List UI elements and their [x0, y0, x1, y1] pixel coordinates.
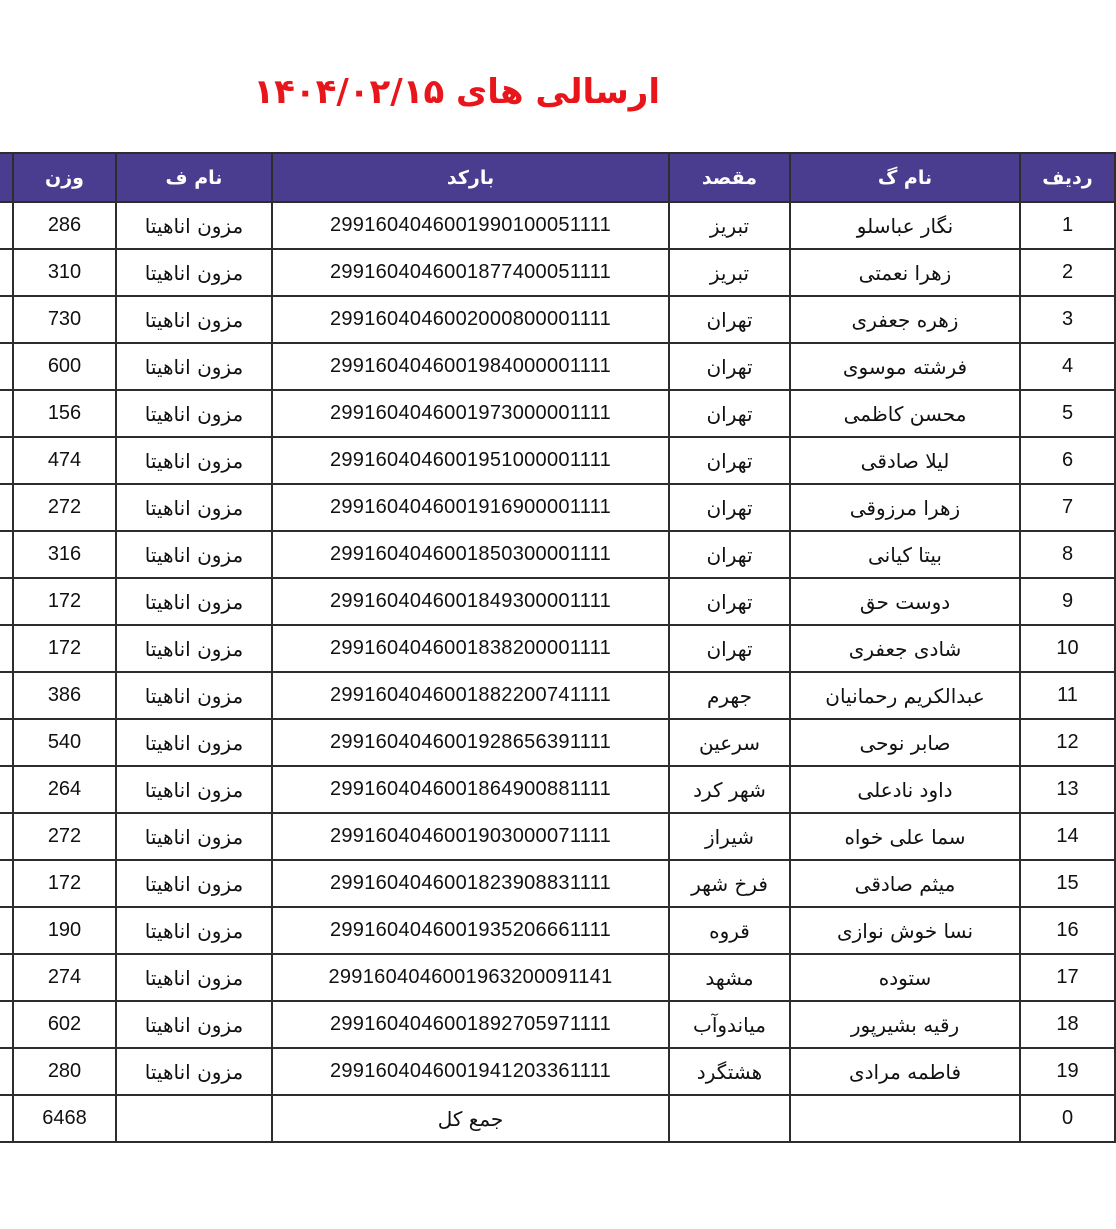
- cell-destination: شهر کرد: [669, 766, 790, 813]
- header-destination: مقصد: [669, 153, 790, 202]
- cell-receiver: میثم صادقی: [790, 860, 1020, 907]
- cell-row-number: 19: [1020, 1048, 1115, 1095]
- cell-weight: 172: [13, 578, 116, 625]
- table-row: [0, 860, 1115, 907]
- cell-row-number: 8: [1020, 531, 1115, 578]
- cell-sender: مزون اناهیتا: [116, 860, 272, 907]
- total-row: [0, 1095, 1115, 1142]
- cell-barcode: 2991604046001903000071111: [272, 813, 669, 860]
- cell-extra: [0, 719, 13, 766]
- cell-row-number: 18: [1020, 1001, 1115, 1048]
- table-row: [0, 1048, 1115, 1095]
- cell-destination: مشهد: [669, 954, 790, 1001]
- cell-row-number: 4: [1020, 343, 1115, 390]
- cell-destination: تهران: [669, 484, 790, 531]
- table-row: [0, 625, 1115, 672]
- cell-receiver: بیتا کیانی: [790, 531, 1020, 578]
- cell-sender: مزون اناهیتا: [116, 437, 272, 484]
- cell-extra: [0, 390, 13, 437]
- table-row: [0, 343, 1115, 390]
- cell-barcode: 2991604046001951000001111: [272, 437, 669, 484]
- cell-extra: [0, 202, 13, 249]
- cell-sender: مزون اناهیتا: [116, 390, 272, 437]
- cell-sender: مزون اناهیتا: [116, 484, 272, 531]
- cell-barcode: 2991604046001935206661111: [272, 907, 669, 954]
- table-row: [0, 719, 1115, 766]
- table-row: [0, 437, 1115, 484]
- cell-barcode: 2991604046001928656391111: [272, 719, 669, 766]
- cell-row-number: 17: [1020, 954, 1115, 1001]
- cell-sender: مزون اناهیتا: [116, 249, 272, 296]
- cell-barcode: 2991604046001882200741111: [272, 672, 669, 719]
- cell-barcode: 2991604046001864900881111: [272, 766, 669, 813]
- cell-destination: تهران: [669, 625, 790, 672]
- header-receiver: نام گ: [790, 153, 1020, 202]
- table-row: [0, 907, 1115, 954]
- cell-weight: 730: [13, 296, 116, 343]
- cell-destination: تهران: [669, 531, 790, 578]
- cell-row-number: 9: [1020, 578, 1115, 625]
- cell-sender: مزون اناهیتا: [116, 1048, 272, 1095]
- cell-row-number: 5: [1020, 390, 1115, 437]
- cell-receiver: زهره جعفری: [790, 296, 1020, 343]
- cell-barcode: 2991604046002000800001111: [272, 296, 669, 343]
- table-row: [0, 954, 1115, 1001]
- cell-row-number: 3: [1020, 296, 1115, 343]
- cell-destination: تبریز: [669, 249, 790, 296]
- cell-destination: تهران: [669, 437, 790, 484]
- cell-weight: 474: [13, 437, 116, 484]
- total-label: جمع کل: [272, 1095, 669, 1142]
- table-row: [0, 202, 1115, 249]
- cell-receiver: نسا خوش نوازی: [790, 907, 1020, 954]
- cell-receiver: محسن کاظمی: [790, 390, 1020, 437]
- cell-destination: تهران: [669, 390, 790, 437]
- header-sender: نام ف: [116, 153, 272, 202]
- cell-sender: مزون اناهیتا: [116, 907, 272, 954]
- cell-row-number: 6: [1020, 437, 1115, 484]
- cell-weight: 264: [13, 766, 116, 813]
- cell-destination: جهرم: [669, 672, 790, 719]
- cell-receiver: صابر نوحی: [790, 719, 1020, 766]
- cell-extra: [0, 813, 13, 860]
- cell-weight: 280: [13, 1048, 116, 1095]
- cell-barcode: 2991604046001973000001111: [272, 390, 669, 437]
- cell-barcode: 2991604046001984000001111: [272, 343, 669, 390]
- page-title: ارسالی های ۱۴۰۴/۰۲/۱۵: [253, 72, 660, 112]
- cell-extra: [0, 907, 13, 954]
- cell-barcode: 2991604046001990100051111: [272, 202, 669, 249]
- cell-receiver: زهرا مرزوقی: [790, 484, 1020, 531]
- table-row: [0, 672, 1115, 719]
- cell-receiver: داود نادعلی: [790, 766, 1020, 813]
- table-row: [0, 766, 1115, 813]
- cell-destination: فرخ شهر: [669, 860, 790, 907]
- cell-sender: مزون اناهیتا: [116, 343, 272, 390]
- cell-receiver: نگار عباسلو: [790, 202, 1020, 249]
- cell-receiver: ستوده: [790, 954, 1020, 1001]
- cell-extra: [0, 860, 13, 907]
- cell-weight: 156: [13, 390, 116, 437]
- table-row: [0, 249, 1115, 296]
- cell-row-number: 1: [1020, 202, 1115, 249]
- cell-row-number: 7: [1020, 484, 1115, 531]
- cell-weight: 540: [13, 719, 116, 766]
- cell-weight: 272: [13, 813, 116, 860]
- cell-destination: سرعین: [669, 719, 790, 766]
- cell-extra: [0, 766, 13, 813]
- total-receiver-empty: [790, 1095, 1020, 1142]
- cell-receiver: شادی جعفری: [790, 625, 1020, 672]
- cell-receiver: لیلا صادقی: [790, 437, 1020, 484]
- table-header-row: [0, 153, 1115, 202]
- total-sender-empty: [116, 1095, 272, 1142]
- header-extra: [0, 153, 13, 202]
- cell-extra: [0, 484, 13, 531]
- cell-row-number: 15: [1020, 860, 1115, 907]
- cell-weight: 172: [13, 625, 116, 672]
- cell-weight: 272: [13, 484, 116, 531]
- total-extra: [0, 1095, 13, 1142]
- total-weight: 6468: [13, 1095, 116, 1142]
- table-row: [0, 531, 1115, 578]
- cell-sender: مزون اناهیتا: [116, 1001, 272, 1048]
- cell-sender: مزون اناهیتا: [116, 766, 272, 813]
- cell-sender: مزون اناهیتا: [116, 531, 272, 578]
- header-row: ردیف: [1020, 153, 1115, 202]
- cell-weight: 386: [13, 672, 116, 719]
- cell-receiver: سما علی خواه: [790, 813, 1020, 860]
- table-row: [0, 390, 1115, 437]
- cell-destination: تبریز: [669, 202, 790, 249]
- cell-extra: [0, 1001, 13, 1048]
- cell-sender: مزون اناهیتا: [116, 625, 272, 672]
- cell-weight: 274: [13, 954, 116, 1001]
- cell-destination: تهران: [669, 343, 790, 390]
- cell-row-number: 2: [1020, 249, 1115, 296]
- cell-extra: [0, 625, 13, 672]
- cell-weight: 600: [13, 343, 116, 390]
- cell-barcode: 2991604046001941203361111: [272, 1048, 669, 1095]
- cell-weight: 172: [13, 860, 116, 907]
- cell-extra: [0, 531, 13, 578]
- cell-extra: [0, 1048, 13, 1095]
- cell-extra: [0, 249, 13, 296]
- table-row: [0, 813, 1115, 860]
- cell-barcode: 2991604046001823908831111: [272, 860, 669, 907]
- cell-extra: [0, 437, 13, 484]
- cell-weight: 310: [13, 249, 116, 296]
- cell-barcode: 2991604046001838200001111: [272, 625, 669, 672]
- cell-destination: تهران: [669, 296, 790, 343]
- cell-row-number: 12: [1020, 719, 1115, 766]
- cell-sender: مزون اناهیتا: [116, 813, 272, 860]
- total-destination-empty: [669, 1095, 790, 1142]
- table-row: [0, 484, 1115, 531]
- cell-extra: [0, 296, 13, 343]
- cell-weight: 286: [13, 202, 116, 249]
- cell-extra: [0, 672, 13, 719]
- cell-barcode: 2991604046001916900001111: [272, 484, 669, 531]
- cell-receiver: زهرا نعمتی: [790, 249, 1020, 296]
- cell-destination: تهران: [669, 578, 790, 625]
- cell-destination: میاندوآب: [669, 1001, 790, 1048]
- cell-row-number: 14: [1020, 813, 1115, 860]
- cell-receiver: فرشته موسوی: [790, 343, 1020, 390]
- cell-barcode: 2991604046001892705971111: [272, 1001, 669, 1048]
- cell-extra: [0, 578, 13, 625]
- cell-row-number: 16: [1020, 907, 1115, 954]
- table-row: [0, 296, 1115, 343]
- cell-sender: مزون اناهیتا: [116, 578, 272, 625]
- header-barcode: بارکد: [272, 153, 669, 202]
- table-row: [0, 1001, 1115, 1048]
- cell-destination: قروه: [669, 907, 790, 954]
- cell-receiver: رقیه بشیرپور: [790, 1001, 1020, 1048]
- cell-sender: مزون اناهیتا: [116, 672, 272, 719]
- cell-row-number: 10: [1020, 625, 1115, 672]
- cell-weight: 602: [13, 1001, 116, 1048]
- cell-barcode: 2991604046001849300001111: [272, 578, 669, 625]
- cell-destination: هشتگرد: [669, 1048, 790, 1095]
- cell-row-number: 11: [1020, 672, 1115, 719]
- cell-barcode: 2991604046001963200091141: [272, 954, 669, 1001]
- header-weight: وزن: [13, 153, 116, 202]
- cell-sender: مزون اناهیتا: [116, 296, 272, 343]
- cell-barcode: 2991604046001850300001111: [272, 531, 669, 578]
- cell-weight: 190: [13, 907, 116, 954]
- cell-sender: مزون اناهیتا: [116, 954, 272, 1001]
- cell-extra: [0, 343, 13, 390]
- cell-receiver: فاطمه مرادی: [790, 1048, 1020, 1095]
- cell-row-number: 13: [1020, 766, 1115, 813]
- cell-extra: [0, 954, 13, 1001]
- cell-sender: مزون اناهیتا: [116, 202, 272, 249]
- cell-receiver: عبدالکریم رحمانیان: [790, 672, 1020, 719]
- cell-destination: شیراز: [669, 813, 790, 860]
- cell-receiver: دوست حق: [790, 578, 1020, 625]
- shipments-table: [0, 152, 1116, 1143]
- cell-sender: مزون اناهیتا: [116, 719, 272, 766]
- cell-weight: 316: [13, 531, 116, 578]
- cell-barcode: 2991604046001877400051111: [272, 249, 669, 296]
- table-row: [0, 578, 1115, 625]
- total-row-number: 0: [1020, 1095, 1115, 1142]
